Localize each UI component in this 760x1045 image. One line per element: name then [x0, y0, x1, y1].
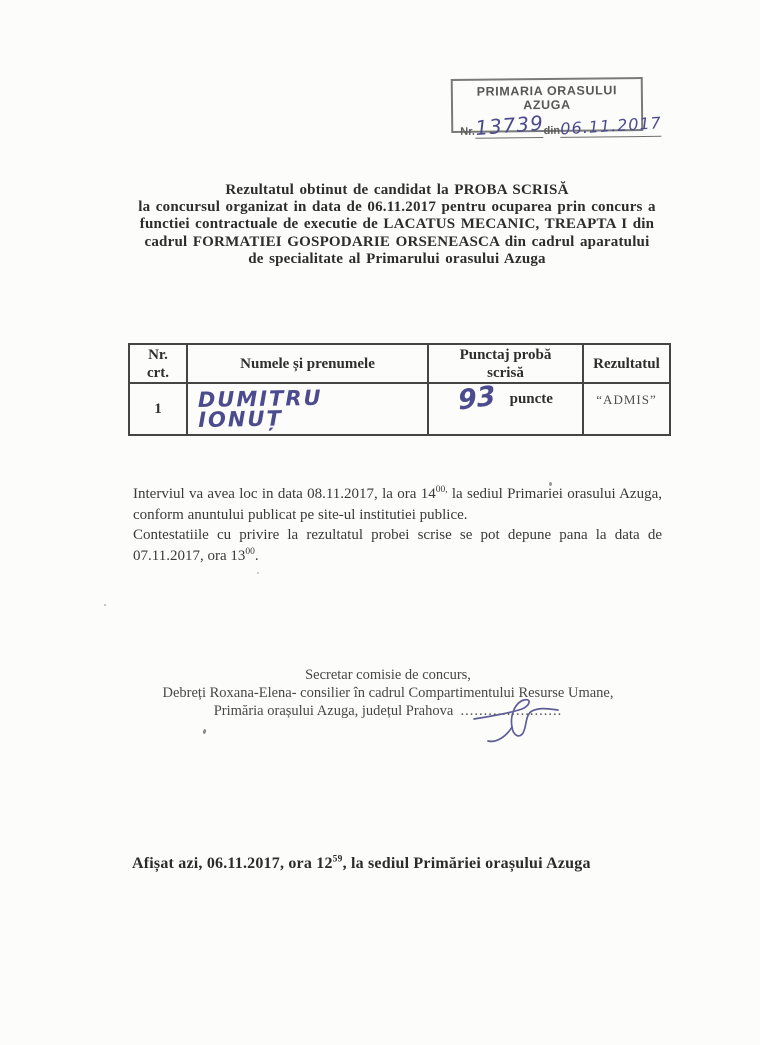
title-line-1: Rezultatul obtinut de candidat la PROBA SCRISĂ	[225, 182, 569, 198]
interview-text-cont: la sediul Primariei orasului Azuga, conform anuntului publicat pe site-ul institutiei publice.	[133, 486, 662, 523]
cell-result: “ADMIS”	[583, 383, 670, 435]
signature-person-line: Debreți Roxana-Elena- consilier în cadrul Compartimentului Resurse Umane,	[162, 685, 614, 701]
signature-institution-line	[55, 702, 721, 720]
table-row	[129, 383, 670, 435]
col-header-nr-line2: crt.	[146, 364, 170, 381]
stamp-nr-label: Nr.	[460, 125, 476, 138]
body-text	[133, 484, 662, 566]
col-header-nr-line1: Nr.	[148, 346, 168, 363]
interview-paragraph	[133, 484, 662, 525]
col-header-score-line2: scrisă	[487, 364, 524, 381]
col-header-result: Rezultatul	[583, 344, 670, 383]
col-header-nr-crt	[129, 344, 187, 383]
handwritten-registration-number: 13739	[474, 110, 545, 141]
scan-speck	[104, 604, 106, 606]
title-line-2: la concursul organizat in data de 06.11.2017 pentru ocuparea prin concurs a	[138, 199, 656, 216]
col-header-score-line1: Punctaj probă	[459, 346, 552, 363]
posting-text: Afișat azi, 06.11.2017, ora 12	[132, 855, 333, 872]
scan-speck	[202, 729, 206, 735]
stamp-din-slot	[559, 113, 663, 139]
posting-statement	[132, 855, 591, 873]
results-table	[128, 343, 671, 436]
col-header-score	[428, 344, 583, 383]
contestation-paragraph	[133, 525, 662, 566]
handwritten-registration-date: 06.11.2017	[559, 113, 663, 139]
registration-stamp	[451, 77, 663, 141]
score-unit-label: puncte	[509, 390, 553, 407]
signature-role-line: Secretar comisie de concurs,	[305, 667, 471, 683]
cell-row-number: 1	[129, 383, 187, 435]
interview-text: Interviul va avea loc in data 08.11.2017, la ora 14	[133, 486, 436, 502]
stamp-org-name: PRIMARIA ORASULUI AZUGA	[476, 83, 618, 113]
signature-block	[55, 666, 721, 720]
signature-dotted-line: ......................	[460, 703, 563, 719]
cell-score	[428, 380, 583, 435]
title-line-4: cadrul FORMATIEI GOSPODARIE ORSENEASCA din cadrul aparatului	[144, 233, 650, 250]
title-line-5: de specialitate al Primarului orasului Azuga	[248, 250, 546, 267]
table-header-row	[129, 344, 670, 383]
institution-text: Primăria orașului Azuga, județul Prahova	[213, 703, 454, 719]
stamp-din-label: din	[543, 124, 561, 138]
stamp-nr-slot	[474, 110, 545, 141]
title-line-3: functiei contractuale de executie de LACATUS MECANIC, TREAPTA I din	[139, 216, 655, 233]
stamp-number-row	[453, 110, 663, 142]
handwritten-signature	[470, 693, 565, 745]
col-header-name: Numele și prenumele	[187, 344, 428, 383]
cell-candidate-name	[187, 383, 428, 435]
handwritten-score-value: 93	[457, 380, 497, 417]
document-title	[117, 182, 677, 268]
contestation-text-end: .	[254, 547, 259, 564]
interview-hour-superscript: 00,	[435, 485, 448, 495]
handwritten-candidate-name: DUMITRU IONUȚ	[197, 385, 323, 432]
scan-speck	[257, 572, 259, 574]
posting-text-cont: , la sediul Primăriei orașului Azuga	[342, 855, 591, 872]
contestation-text: Contestatiile cu privire la rezultatul probei scrise se pot depune pana la data de 07.11.2017, ora 13	[133, 527, 662, 564]
posting-minute-superscript: 59	[332, 854, 343, 865]
scan-speck	[549, 482, 552, 486]
contestation-hour-superscript: 00	[245, 546, 255, 557]
